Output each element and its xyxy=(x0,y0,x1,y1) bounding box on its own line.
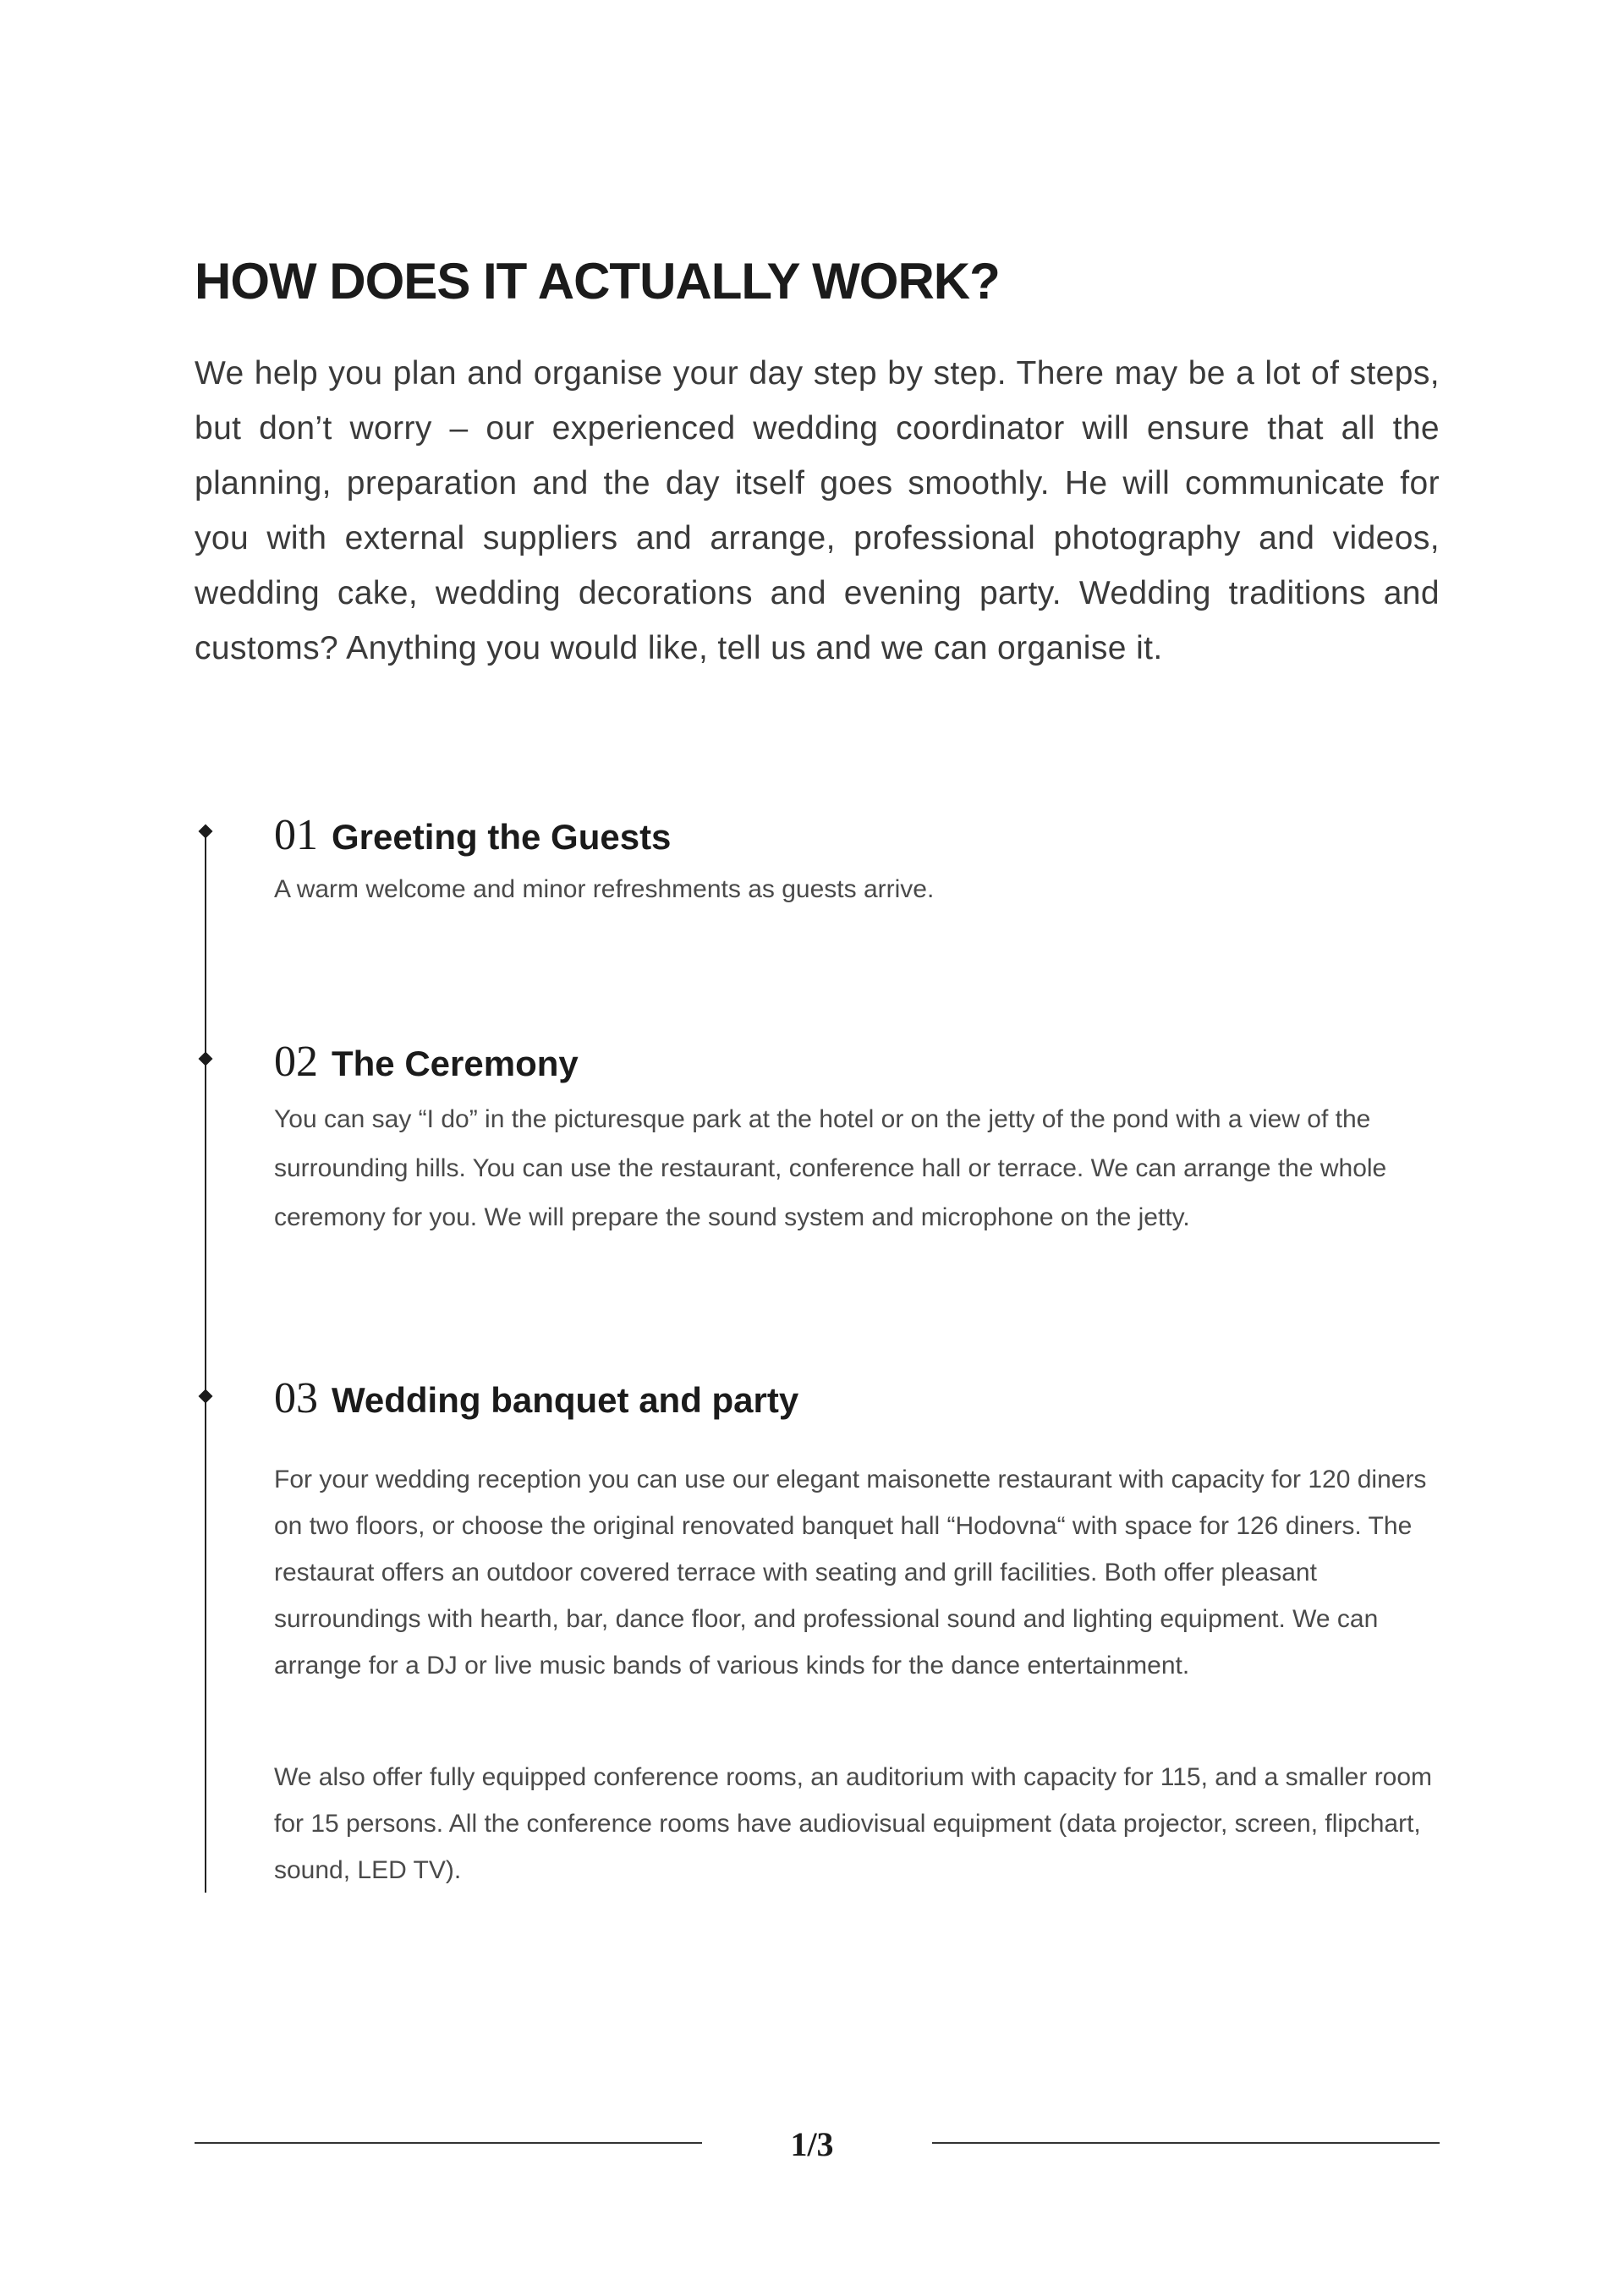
timeline-diamond-1 xyxy=(199,825,213,839)
step-1-title xyxy=(274,810,671,863)
timeline-line xyxy=(205,831,206,1893)
intro-paragraph: We help you plan and organise your day step by step. There may be a lot of steps, but don’t worry – our experienced wedding coordinator will ensure that all the planning, preparation and the day itself goes smoothly. He will communicate for you with external suppliers and arrange, professional photography and videos, wedding cake, wedding decorations and evening party. Wedding traditions and customs? Anything you would like, tell us and we can organise it. xyxy=(195,355,1440,666)
step-2-text: You can say “I do” in the picturesque park at the hotel or on the jetty of the pond with a view of the surrounding hills. You can use the restaurant, conference hall or terrace. We can arrange the whole ceremony for you. We will prepare the sound system and microphone on the jetty. xyxy=(274,1105,1387,1231)
step-2-title xyxy=(274,1037,579,1089)
footer-rule-right xyxy=(932,2142,1440,2144)
step-3-label: Wedding banquet and party xyxy=(332,1380,799,1420)
page-number: 1/3 xyxy=(790,2125,834,2163)
step-1-text: A warm welcome and minor refreshments as guests arrive. xyxy=(274,875,935,903)
step-3-text-2: We also offer fully equipped conference rooms, an auditorium with capacity for 115, and a smaller room for 15 persons. All the conference rooms have audiovisual equipment (data projector, screen, flipchart, sound, LED TV). xyxy=(274,1763,1433,1884)
footer-rule-left xyxy=(195,2142,702,2144)
step-3-title xyxy=(274,1373,798,1426)
step-2-label: The Ceremony xyxy=(332,1044,579,1083)
step-3-text-1: For your wedding reception you can use our elegant maisonette restaurant with capacity for 120 diners on two floors, or choose the original renovated banquet hall “Hodovna“ with space for 126 diners. The restaurat offers an outdoor covered terrace with seating and grill facilities. Both offer pleasant surroundings with hearth, bar, dance floor, and professional sound and lighting equipment. We can arrange for a DJ or live music bands of various kinds for the dance entertainment. xyxy=(274,1466,1427,1680)
page-heading: HOW DOES IT ACTUALLY WORK? xyxy=(195,253,1000,310)
timeline-diamond-3 xyxy=(199,1389,213,1404)
step-1-number: 01 xyxy=(274,811,318,859)
timeline-diamond-2 xyxy=(199,1052,213,1066)
step-3-number: 03 xyxy=(274,1374,318,1422)
step-2-number: 02 xyxy=(274,1038,318,1086)
step-1-label: Greeting the Guests xyxy=(332,817,672,857)
